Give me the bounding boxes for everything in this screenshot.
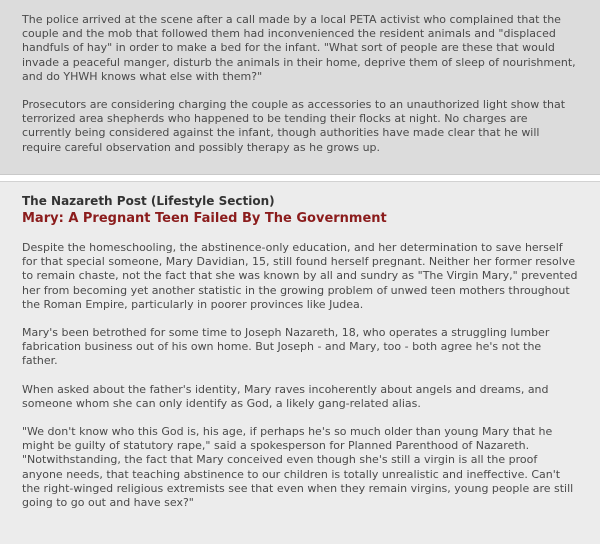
article-paragraph: Despite the homeschooling, the abstinence-only education, and her determination to save herself for that special someone, Mary Davidian, 15, still found herself pregnant. Neither her former resolve to remain chaste, not the fact that she was known by all and sundry as "The Virgin Mary," prevented her from becoming yet another statistic in the growing problem of unwed teen mothers throughout the Roman Empire, particularly in poorer provinces like Judea. [22, 241, 578, 311]
top-story-section [0, 0, 600, 175]
article-source: The Nazareth Post (Lifestyle Section) [22, 194, 275, 208]
article-headline: Mary: A Pregnant Teen Failed By The Government [22, 211, 387, 226]
article-paragraph: When asked about the father's identity, Mary raves incoherently about angels and dreams, and someone whom she can only identify as God, a likely gang-related alias. [22, 382, 549, 410]
story-paragraph: The police arrived at the scene after a call made by a local PETA activist who complained that the couple and the mob that followed them had inconvenienced the resident animals and "displaced handfuls of hay" in order to make a bed for the infant. "What sort of people are these that would invade a peaceful manger, disturb the animals in their home, deprive them of sleep of nourishment, and do YHWH knows what else with them?" [22, 13, 576, 83]
article-section [0, 181, 600, 544]
article-paragraph: Mary's been betrothed for some time to Joseph Nazareth, 18, who operates a struggling lumber fabrication business out of his own home. But Joseph - and Mary, too - both agree he's not the father. [22, 326, 550, 368]
article-paragraph: "We don't know who this God is, his age, if perhaps he's so much older than young Mary that he might be guilty of statutory rape," said a spokesperson for Planned Parenthood of Nazareth. "Notwithstanding, the fact that Mary conceived even though she's still a virgin is all the proof anyone needs, that teaching abstinence to our children is totally unrealistic and ineffective. Can't the right-winged religious extremists see that even when they remain virgins, young people are still going to go out and have sex?" [22, 425, 574, 510]
page-margin [600, 0, 613, 544]
story-paragraph: Prosecutors are considering charging the couple as accessories to an unauthorized light show that terrorized area shepherds who happened to be tending their flocks at night. No charges are currently being considered against the infant, though authorities have made clear that he will require careful observation and possibly therapy as he grows up. [22, 98, 566, 154]
